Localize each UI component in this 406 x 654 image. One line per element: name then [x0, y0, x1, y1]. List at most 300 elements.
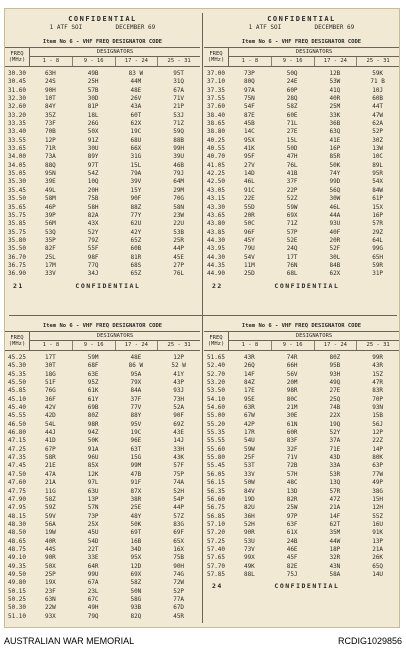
table-row [5, 262, 200, 270]
column-range: 9 - 16 [73, 57, 116, 66]
designator-cell: 91Z [87, 136, 99, 144]
frequency-cell: 41.05 [206, 161, 226, 169]
designator-cell: 90H [44, 86, 56, 94]
frequency-cell: 45.35 [7, 370, 27, 378]
designator-cell: 52 W [171, 362, 186, 370]
designator-cell: 25F [243, 454, 255, 462]
designator-cell: 22X [329, 412, 341, 420]
designator-cell: 63N [44, 595, 56, 603]
designator-cell: 41Q [329, 86, 341, 94]
table-row [5, 504, 200, 512]
designator-cell: 95T [173, 70, 185, 77]
frequency-cell: 48.65 [7, 537, 27, 545]
designator-cell: 43K [173, 454, 185, 462]
designator-cell: 45E [173, 253, 185, 261]
designator-cell: 99H [173, 145, 185, 153]
frequency-cell: 50.30 [7, 604, 27, 612]
designator-cell: 84B [329, 261, 341, 269]
designator-cell: 85R [329, 153, 341, 161]
designator-cell: 47Z [329, 495, 341, 503]
designator-cell: 54D [87, 537, 99, 545]
designator-cell: 56Q [329, 186, 341, 194]
designator-cell: 22W [44, 604, 56, 612]
designator-cell: 64L [372, 236, 384, 244]
frequency-cell: 37.00 [206, 70, 226, 77]
table-row [204, 521, 399, 529]
designator-cell: 83G [173, 520, 185, 528]
designator-cell: 20M [286, 379, 298, 387]
designator-cell: 25L [44, 253, 56, 261]
frequency-cell: 49.80 [7, 579, 27, 587]
designator-cell: 58H [87, 203, 99, 211]
frequency-cell: 45.50 [7, 379, 27, 387]
designator-cell: 35Z [44, 111, 56, 119]
designator-cell: 56J [372, 420, 384, 428]
designator-cell: 83R [372, 387, 384, 395]
designator-cell: 63U [87, 487, 99, 495]
page-23 [5, 316, 200, 621]
designator-cell: 63T [130, 445, 142, 453]
page-footer [204, 282, 399, 291]
frequency-cell: 33.55 [7, 136, 27, 144]
designator-cell: 41D [44, 437, 56, 445]
designator-cell: 20R [329, 236, 341, 244]
table-row [5, 178, 200, 186]
table-row [204, 170, 399, 178]
freq-header: FREQ (MHz) [5, 332, 30, 350]
designator-cell: 49B [87, 70, 99, 77]
designator-cell: 73H [173, 395, 185, 403]
table-row [204, 454, 399, 462]
designator-cell: 27E [329, 387, 341, 395]
designator-cell: 57F [173, 462, 185, 470]
designator-cell: 56V [286, 370, 298, 378]
table-row [204, 120, 399, 128]
table-row [204, 178, 399, 186]
designator-cell: 10T [44, 95, 56, 103]
designator-cell: 52E [286, 236, 298, 244]
table-row [204, 462, 399, 470]
frequency-cell: 44.35 [206, 261, 226, 269]
column-range: 17 - 24 [116, 57, 159, 66]
designator-cell: 52H [173, 487, 185, 495]
designator-cell: 77Y [130, 211, 142, 219]
designator-cell: 98R [286, 387, 298, 395]
designator-cell: 77W [372, 470, 384, 478]
designator-cell: 96U [87, 454, 99, 462]
designator-cell: 51F [44, 379, 56, 387]
column-range: 1 - 8 [30, 57, 73, 66]
table-row [204, 371, 399, 379]
frequency-cell: 47.60 [7, 479, 27, 487]
designator-cell: 95N [44, 170, 56, 178]
designator-cell: 37F [130, 395, 142, 403]
designator-cell: 91K [372, 529, 384, 537]
designator-cell: 82F [44, 245, 56, 253]
designator-cell: 12B [329, 70, 341, 77]
frequency-cell: 43.30 [206, 203, 226, 211]
designator-cell: 30Z [372, 136, 384, 144]
table-row [5, 137, 200, 145]
designator-cell: 34J [87, 270, 99, 278]
designator-cell: 30T [44, 362, 56, 370]
designator-cell: 56M [44, 220, 56, 228]
designator-cell: 22U [173, 220, 185, 228]
designator-cell: 22T [87, 545, 99, 553]
designator-cell: 54X [372, 178, 384, 186]
designator-cell: 42V [44, 404, 56, 412]
frequency-cell: 52.40 [206, 362, 226, 370]
item-title: Item No 6 - VHF FREQ DESIGNATOR CODE [204, 37, 399, 48]
item-title: Item No 6 - VHF FREQ DESIGNATOR CODE [5, 321, 200, 332]
frequency-cell: 55.45 [206, 462, 226, 470]
designator-cell: 46P [44, 203, 56, 211]
designator-cell: 16B [130, 537, 142, 545]
vertical-divider [202, 13, 203, 623]
designator-cell: 39P [44, 211, 56, 219]
designator-cell: 26G [87, 120, 99, 128]
designator-cell: 84V [243, 487, 255, 495]
designator-cell: 19D [243, 495, 255, 503]
designator-cell: 62X [329, 270, 341, 278]
designator-cell: 16P [372, 211, 384, 219]
frequency-cell: 46.80 [7, 429, 27, 437]
designator-cell: 33E [87, 554, 99, 562]
designator-cell: 17T [286, 253, 298, 261]
designator-cell: 21A [44, 479, 56, 487]
frequency-cell: 55.80 [206, 454, 226, 462]
designator-cell: 77V [130, 404, 142, 412]
designator-cell: 17R [243, 429, 255, 437]
designator-cell: 74R [286, 354, 298, 361]
designator-cell: 15X [372, 203, 384, 211]
table-header [5, 332, 200, 351]
table-row [204, 212, 399, 220]
frequency-cell: 37.35 [206, 86, 226, 94]
table-row [5, 220, 200, 228]
designator-cell: 93J [173, 387, 185, 395]
designator-cell: 47R [372, 379, 384, 387]
table-row [204, 245, 399, 253]
frequency-cell: 56.85 [206, 512, 226, 520]
designator-cell: 30U [87, 145, 99, 153]
designator-cell: 30E [286, 412, 298, 420]
designator-cell: 33V [243, 470, 255, 478]
table-row [204, 137, 399, 145]
designator-cell: 53J [173, 111, 185, 119]
table-row [5, 554, 200, 562]
frequency-cell: 47.15 [7, 437, 27, 445]
frequency-cell: 55.35 [206, 429, 226, 437]
designator-cell: 97P [286, 512, 298, 520]
frequency-cell: 33.65 [7, 145, 27, 153]
designator-cell: 40R [44, 537, 56, 545]
frequency-cell: 42.50 [206, 178, 226, 186]
designator-cell: 71V [173, 95, 185, 103]
designator-cell: 33A [329, 462, 341, 470]
designator-cell: 71L [286, 120, 298, 128]
designator-cell: 15G [130, 454, 142, 462]
frequency-cell: 47.35 [7, 454, 27, 462]
designator-cell: 68F [87, 362, 99, 370]
table-row [204, 387, 399, 395]
designator-cell: 64M [173, 178, 185, 186]
designator-cell: 52Z [286, 195, 298, 203]
designator-cell: 16X [173, 545, 185, 553]
designator-cell: 87E [243, 111, 255, 119]
table-row [5, 103, 200, 111]
designator-cell: 59W [243, 445, 255, 453]
table-row [204, 396, 399, 404]
designator-cell: 45B [243, 120, 255, 128]
designator-cell: 80Z [329, 354, 341, 361]
designators-header [229, 332, 399, 350]
table-row [5, 613, 200, 621]
designator-cell: 53W [329, 78, 341, 86]
designator-cell: 71R [44, 145, 56, 153]
designator-cell: 50W [243, 479, 255, 487]
frequency-cell: 48.75 [7, 545, 27, 553]
table-row [204, 187, 399, 195]
designator-cell: 15Z [372, 370, 384, 378]
table-row [204, 204, 399, 212]
designator-cell: 69X [286, 211, 298, 219]
designator-cell: 82A [87, 211, 99, 219]
designator-cell: 44P [173, 245, 185, 253]
designator-cell: 65Z [130, 270, 142, 278]
designator-cell: 68S [130, 261, 142, 269]
designator-cell: 90R [44, 554, 56, 562]
designator-cell: 80K [372, 454, 384, 462]
designator-cell: 95V [130, 420, 142, 428]
designator-cell: 18L [87, 111, 99, 119]
designator-cell: 21A [372, 545, 384, 553]
designator-cell: 30L [329, 253, 341, 261]
designator-cell: 29M [173, 186, 185, 194]
page-number: 21 [13, 281, 24, 290]
table-row [204, 546, 399, 554]
document-sheet [4, 8, 400, 628]
archive-id: RCDIG1029856 [337, 636, 402, 646]
designator-cell: 24Q [286, 245, 298, 253]
table-row [5, 437, 200, 445]
designator-cell: 12K [87, 470, 99, 478]
designator-cell: 15L [286, 136, 298, 144]
designator-cell: 18P [329, 545, 341, 553]
table-row [204, 504, 399, 512]
frequency-cell: 51.65 [206, 354, 226, 361]
designator-cell: 65Z [130, 236, 142, 244]
designator-cell: 33H [173, 445, 185, 453]
designator-cell: 95X [243, 136, 255, 144]
table-row [204, 195, 399, 203]
designator-cell: 60T [130, 111, 142, 119]
frequency-cell: 34.00 [7, 153, 27, 161]
designator-cell: 82Q [130, 612, 142, 620]
designator-cell: 89L [372, 161, 384, 169]
designator-cell: 69B [87, 404, 99, 412]
column-ranges [229, 341, 399, 350]
designator-cell: 56A [44, 520, 56, 528]
designator-cell: 49L [44, 186, 56, 194]
designator-cell: 52Y [87, 228, 99, 236]
frequency-cell: 53.50 [206, 387, 226, 395]
table-row [204, 429, 399, 437]
designator-cell: 52H [243, 520, 255, 528]
frequency-cell: 47.75 [7, 487, 27, 495]
column-range: 25 - 31 [366, 342, 390, 348]
designator-cell: 62T [329, 520, 341, 528]
designator-cell: 91A [87, 445, 99, 453]
designator-cell: 57R [329, 487, 341, 495]
designator-cell: 47B [130, 470, 142, 478]
designator-cell: 97T [87, 161, 99, 169]
designator-cell: 66H [286, 362, 298, 370]
designator-cell: 45U [87, 529, 99, 537]
designator-cell: 99M [130, 462, 142, 470]
table-row [5, 387, 200, 395]
designator-cell: 35M [329, 529, 341, 537]
frequency-cell: 35.85 [7, 220, 27, 228]
designators-header [229, 48, 399, 66]
designator-cell: 57P [286, 228, 298, 236]
table-row [204, 220, 399, 228]
frequency-cell: 43.65 [206, 211, 226, 219]
designator-cell: 88B [173, 136, 185, 144]
table-row [204, 437, 399, 445]
designator-cell: 46L [329, 203, 341, 211]
designator-cell: 42D [44, 412, 56, 420]
table-row [5, 579, 200, 587]
frequency-cell: 45.30 [7, 362, 27, 370]
frequency-cell: 54.60 [206, 404, 226, 412]
date-label: DECEMBER 69 [115, 24, 156, 31]
designator-cell: 79U [243, 245, 255, 253]
table-row [204, 262, 399, 270]
table-row [204, 379, 399, 387]
designator-cell: 28Q [286, 95, 298, 103]
freq-header: FREQ (MHz) [204, 48, 229, 66]
table-row [5, 145, 200, 153]
table-header [204, 48, 399, 67]
column-range: 9 - 16 [73, 341, 116, 350]
frequency-cell: 33.40 [7, 128, 27, 136]
designator-cell: 53B [173, 228, 185, 236]
designator-cell: 12P [173, 354, 185, 361]
confidential-footer: CONFIDENTIAL [75, 281, 141, 290]
designator-cell: 10Q [87, 178, 99, 186]
frequency-cell: 43.95 [206, 245, 226, 253]
designator-cell: 52P [372, 128, 384, 136]
designator-cell: 36H [243, 512, 255, 520]
frequency-cell: 30.30 [7, 70, 27, 77]
designator-cell: 54Z [87, 170, 99, 178]
designator-cell: 49H [87, 604, 99, 612]
frequency-cell: 31.60 [7, 86, 27, 94]
designator-cell: 26V [130, 95, 142, 103]
designator-cell: 76G [44, 387, 56, 395]
frequency-cell: 35.75 [7, 211, 27, 219]
frequency-cell: 48.50 [7, 529, 27, 537]
designator-cell: 13Q [329, 479, 341, 487]
designator-cell: 65H [372, 253, 384, 261]
designator-cell: 33K [329, 111, 341, 119]
designator-cell: 15L [130, 161, 142, 169]
designator-cell: 48C [286, 479, 298, 487]
designator-table [5, 67, 200, 279]
table-row [5, 187, 200, 195]
designator-cell: 19C [130, 128, 142, 136]
frequency-cell: 35.80 [7, 236, 27, 244]
table-row [204, 412, 399, 420]
table-row [5, 404, 200, 412]
designator-cell: 95Z [87, 379, 99, 387]
designator-cell: 15Y [130, 186, 142, 194]
designator-cell: 81R [130, 253, 142, 261]
table-row [204, 471, 399, 479]
page-22 [204, 9, 399, 314]
unit-label: 1 ATF SOI [248, 24, 282, 31]
designator-cell: 64R [87, 562, 99, 570]
designator-cell: 54U [243, 437, 255, 445]
table-row [204, 153, 399, 161]
designator-cell: 67A [173, 86, 185, 94]
designator-cell: 71E [329, 445, 341, 453]
designator-cell: 99R [372, 354, 384, 361]
designator-cell: 97A [243, 86, 255, 94]
frequency-cell: 48.30 [7, 520, 27, 528]
frequency-cell: 45.40 [7, 404, 27, 412]
frequency-cell: 36.70 [7, 253, 27, 261]
designator-cell: 83 W [128, 70, 144, 77]
frequency-cell: 47.25 [7, 445, 27, 453]
archive-name: AUSTRALIAN WAR MEMORIAL [4, 636, 135, 646]
frequency-cell: 35.45 [7, 186, 27, 194]
designator-cell: 95E [243, 395, 255, 403]
table-row [5, 546, 200, 554]
designator-cell: 39V [130, 178, 142, 186]
designator-cell: 52Y [329, 429, 341, 437]
designator-cell: 90F [173, 412, 185, 420]
designator-cell: 61P [372, 195, 384, 203]
designator-cell: 77A [173, 595, 185, 603]
designator-cell: 71Z [286, 220, 298, 228]
designator-cell: 32F [286, 445, 298, 453]
designator-cell: 60E [286, 111, 298, 119]
designator-cell: 77Q [87, 261, 99, 269]
designator-cell: 73F [44, 120, 56, 128]
designator-cell: 21E [44, 462, 56, 470]
designator-cell: 46L [243, 178, 255, 186]
frequency-cell: 37.10 [206, 78, 226, 86]
column-range: 17 - 24 [116, 341, 159, 350]
frequency-cell: 40.25 [206, 136, 226, 144]
frequency-cell: 55.00 [206, 412, 226, 420]
designator-cell: 79X [130, 379, 142, 387]
frequency-cell: 43.80 [206, 220, 226, 228]
designator-cell: 75N [243, 95, 255, 103]
frequency-cell: 37.60 [206, 103, 226, 111]
designator-cell: 59Z [44, 504, 56, 512]
table-row [5, 604, 200, 612]
page-number: 22 [212, 281, 223, 290]
designators-title: DESIGNATORS [30, 48, 200, 57]
designator-cell: 69F [173, 529, 185, 537]
designator-cell: 91C [243, 186, 255, 194]
designator-cell: 63E [87, 370, 99, 378]
designator-cell: 24B [286, 537, 298, 545]
table-row [204, 87, 399, 95]
